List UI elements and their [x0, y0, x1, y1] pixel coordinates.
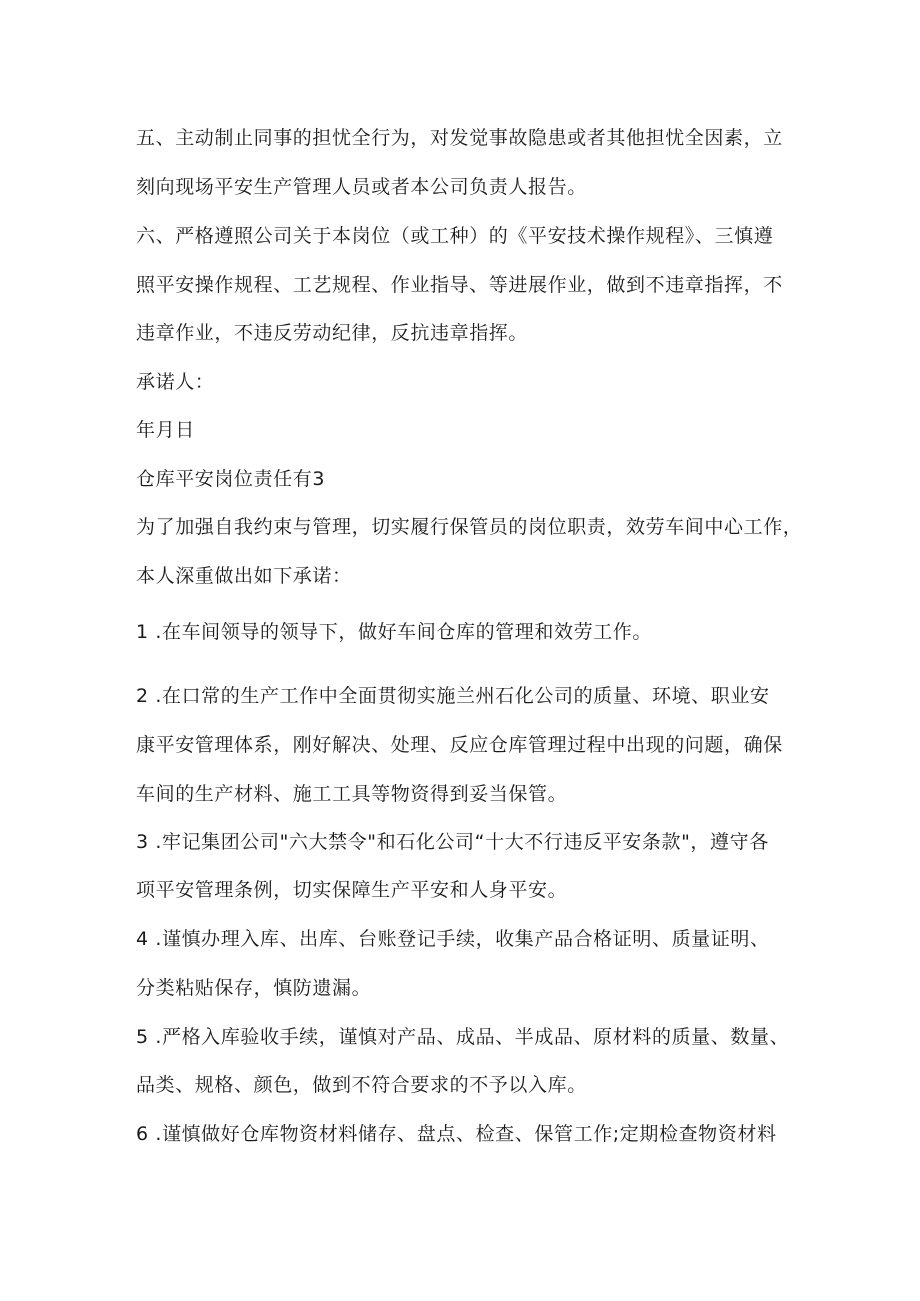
- promisor-label: 承诺人：: [136, 371, 215, 393]
- section-title: 仓库平安岗位责任有3: [136, 468, 326, 490]
- text-line: 六、严格遵照公司关于本岗位（或工种）的《平安技术操作规程》、三慎遵: [136, 225, 774, 247]
- text-line: 违章作业，不违反劳动纪律，反抗违章指挥。: [136, 322, 529, 344]
- text-line: 五、主动制止同事的担忧全行为，对发觉事故隐患或者其他担忧全因素，立: [136, 127, 783, 149]
- numbered-item-6: 6 .谨慎做好仓库物资材料储存、盘点、检查、保管工作;定期检查物资材料: [136, 1123, 777, 1145]
- text-line: 品类、规格、颜色，做到不符合要求的不予以入库。: [136, 1074, 587, 1096]
- text-line: 刻向现场平安生产管理人员或者本公司负责人报告。: [136, 176, 587, 198]
- numbered-item-3: 3 .牢记集团公司"六大禁令"和石化公司“十大不行违反平安条款"，遵守各: [136, 831, 769, 853]
- text-line: 分类粘贴保存，慎防遗漏。: [136, 977, 372, 999]
- numbered-item-1: 1 .在车间领导的领导下，做好车间仓库的管理和效劳工作。: [136, 621, 652, 643]
- numbered-item-5: 5 .严格入库验收手续，谨慎对产品、成品、半成品、原材料的质量、数量、: [136, 1026, 790, 1048]
- numbered-item-4: 4 .谨慎办理入库、出库、台账登记手续，收集产品合格证明、质量证明、: [136, 928, 770, 950]
- text-line: 项平安管理条例，切实保障生产平安和人身平安。: [136, 879, 568, 901]
- text-line: 车间的生产材料、施工工具等物资得到妥当保管。: [136, 783, 568, 805]
- text-line: 康平安管理体系，刚好解决、处理、反应仓库管理过程中出现的问题，确保: [136, 734, 783, 756]
- text-line: 为了加强自我约束与管理，切实履行保管员的岗位职责，效劳车间中心工作，: [136, 516, 803, 538]
- date-label: 年月日: [136, 419, 195, 441]
- numbered-item-2: 2 .在口常的生产工作中全面贯彻实施兰州石化公司的质量、环境、职业安: [136, 685, 770, 707]
- text-line: 本人深重做出如下承诺：: [136, 565, 352, 587]
- text-line: 照平安操作规程、工艺规程、作业指导、等进展作业，做到不违章指挥，不: [136, 274, 783, 296]
